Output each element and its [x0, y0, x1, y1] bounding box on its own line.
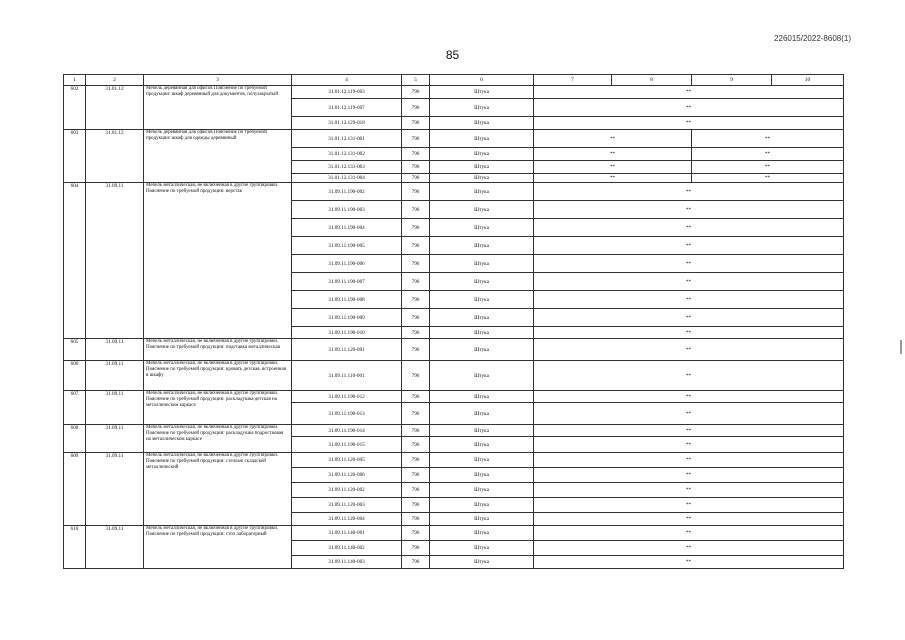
unit-name: Штука [430, 174, 534, 183]
unit-name: Штука [430, 273, 534, 291]
product-name: Мебель металлическая, не включенная в другие группировки. Пояснение по требуемой продукции: верстак [144, 183, 292, 339]
value-cell: ** [534, 498, 844, 513]
product-name: Мебель металлическая, не включенная в другие группировки. Пояснение по требуемой продукции: раскладушка детская на металлическом каркасе [144, 391, 292, 425]
unit-name: Штука [430, 483, 534, 498]
value-cell: ** [692, 161, 844, 174]
value-cell: ** [534, 327, 844, 339]
value-cell: ** [692, 130, 844, 148]
unit-name: Штука [430, 148, 534, 161]
product-name: Мебель металлическая, не включенная в другие группировки. Пояснение по требуемой продукции: кровать детская, встроенная в шкафу [144, 361, 292, 391]
product-table [63, 74, 843, 569]
column-header: 7 [534, 75, 612, 86]
value-cell: ** [534, 391, 844, 403]
value-cell: ** [692, 148, 844, 161]
unit-name: Штука [430, 361, 534, 391]
unit-name: Штука [430, 526, 534, 541]
okei-code: 796 [402, 425, 430, 437]
header-row [64, 75, 844, 86]
table-row [64, 361, 844, 391]
unit-name: Штука [430, 541, 534, 556]
okei-code: 796 [402, 201, 430, 219]
okei-code: 796 [402, 161, 430, 174]
row-number: 610 [64, 526, 86, 569]
unit-name: Штука [430, 498, 534, 513]
ktru-code: 31.09.11.190-012 [292, 391, 402, 403]
okei-code: 796 [402, 541, 430, 556]
ktru-code: 31.01.12.129-018 [292, 117, 402, 130]
okei-code: 796 [402, 174, 430, 183]
ktru-code: 31.09.11.140-003 [292, 556, 402, 569]
unit-name: Штука [430, 161, 534, 174]
ktru-code: 31.01.12.131-001 [292, 130, 402, 148]
unit-name: Штука [430, 183, 534, 201]
okei-code: 796 [402, 403, 430, 425]
okpd2-class: 31.09.11 [86, 183, 144, 339]
table-row [64, 453, 844, 468]
value-cell: ** [534, 453, 844, 468]
ktru-code: 31.09.11.120-003 [292, 498, 402, 513]
value-cell: ** [534, 161, 692, 174]
okei-code: 796 [402, 526, 430, 541]
okpd2-class: 31.01.12 [86, 130, 144, 183]
ktru-code: 31.09.11.110-001 [292, 361, 402, 391]
column-header: 9 [692, 75, 772, 86]
table-row [64, 391, 844, 403]
product-name: Мебель металлическая, не включенная в другие группировки. Пояснение по требуемой продукции: раскладушка подростковая на металлическом каркасе [144, 425, 292, 453]
value-cell: ** [534, 361, 844, 391]
unit-name: Штука [430, 309, 534, 327]
value-cell: ** [534, 468, 844, 483]
unit-name: Штука [430, 403, 534, 425]
ktru-code: 31.09.11.190-008 [292, 291, 402, 309]
table-row [64, 339, 844, 361]
okei-code: 796 [402, 339, 430, 361]
ktru-code: 31.09.11.190-014 [292, 425, 402, 437]
okei-code: 796 [402, 117, 430, 130]
okei-code: 796 [402, 327, 430, 339]
ktru-code: 31.09.11.120-002 [292, 483, 402, 498]
column-header: 5 [402, 75, 430, 86]
value-cell: ** [534, 174, 692, 183]
unit-name: Штука [430, 556, 534, 569]
okei-code: 796 [402, 498, 430, 513]
ktru-code: 31.01.12.131-004 [292, 174, 402, 183]
okpd2-class: 31.09.11 [86, 391, 144, 425]
product-name: Мебель металлическая, не включенная в другие группировки. Пояснение по требуемой продукции: подставка металлическая [144, 339, 292, 361]
okpd2-class: 31.09.11 [86, 361, 144, 391]
okei-code: 796 [402, 468, 430, 483]
okei-code: 796 [402, 391, 430, 403]
product-name: Мебель деревянная для офисов Пояснение по требуемой продукции: шкаф для одежды деревянный [144, 130, 292, 183]
value-cell: ** [534, 99, 844, 117]
row-number: 603 [64, 130, 86, 183]
row-number: 605 [64, 339, 86, 361]
ktru-code: 31.09.11.120-006 [292, 468, 402, 483]
row-number: 608 [64, 425, 86, 453]
value-cell: ** [534, 219, 844, 237]
okei-code: 796 [402, 273, 430, 291]
ktru-code: 31.09.11.190-005 [292, 237, 402, 255]
ktru-code: 31.09.11.190-004 [292, 219, 402, 237]
okei-code: 796 [402, 219, 430, 237]
okei-code: 796 [402, 86, 430, 99]
okei-code: 796 [402, 437, 430, 453]
column-header: 10 [772, 75, 844, 86]
column-header: 4 [292, 75, 402, 86]
okei-code: 796 [402, 513, 430, 526]
okpd2-class: 31.09.11 [86, 339, 144, 361]
table-row [64, 425, 844, 437]
unit-name: Штука [430, 237, 534, 255]
ktru-code: 31.01.12.131-002 [292, 148, 402, 161]
okei-code: 796 [402, 99, 430, 117]
ktru-code: 31.09.11.190-006 [292, 255, 402, 273]
row-number: 604 [64, 183, 86, 339]
okpd2-class: 31.09.11 [86, 453, 144, 526]
product-name: Мебель металлическая, не включенная в другие группировки. Пояснение по требуемой продукции: стеллаж складской металлический [144, 453, 292, 526]
unit-name: Штука [430, 130, 534, 148]
document-id: 226015/2022-8608(1) [774, 34, 851, 43]
value-cell: ** [534, 183, 844, 201]
value-cell: ** [534, 541, 844, 556]
ktru-code: 31.09.11.190-009 [292, 309, 402, 327]
page-number: 85 [445, 48, 460, 62]
ktru-code: 31.01.12.119-003 [292, 86, 402, 99]
value-cell: ** [534, 403, 844, 425]
unit-name: Штука [430, 201, 534, 219]
ktru-code: 31.09.11.190-013 [292, 403, 402, 425]
ktru-code: 31.09.11.190-010 [292, 327, 402, 339]
ktru-code: 31.09.11.190-015 [292, 437, 402, 453]
table-row [64, 130, 844, 148]
column-header: 1 [64, 75, 86, 86]
column-header: 2 [86, 75, 144, 86]
unit-name: Штука [430, 99, 534, 117]
column-header: 8 [612, 75, 692, 86]
ktru-code: 31.09.11.190-003 [292, 201, 402, 219]
value-cell: ** [534, 148, 692, 161]
value-cell: ** [692, 174, 844, 183]
unit-name: Штука [430, 437, 534, 453]
row-number: 609 [64, 453, 86, 526]
value-cell: ** [534, 237, 844, 255]
table-row [64, 526, 844, 541]
value-cell: ** [534, 309, 844, 327]
okei-code: 796 [402, 291, 430, 309]
okei-code: 796 [402, 237, 430, 255]
column-header: 3 [144, 75, 292, 86]
scan-margin-mark [900, 340, 902, 354]
ktru-code: 31.01.12.131-003 [292, 161, 402, 174]
unit-name: Штука [430, 391, 534, 403]
ktru-code: 31.01.12.119-007 [292, 99, 402, 117]
value-cell: ** [534, 130, 692, 148]
okei-code: 796 [402, 309, 430, 327]
okei-code: 796 [402, 361, 430, 391]
unit-name: Штука [430, 453, 534, 468]
value-cell: ** [534, 437, 844, 453]
value-cell: ** [534, 339, 844, 361]
unit-name: Штука [430, 327, 534, 339]
product-name: Мебель деревянная для офисов Пояснение по требуемой продукции: шкаф деревянный для документов, полузакрытый [144, 86, 292, 130]
ktru-code: 31.09.11.190-002 [292, 183, 402, 201]
unit-name: Штука [430, 291, 534, 309]
value-cell: ** [534, 117, 844, 130]
table-row [64, 183, 844, 201]
value-cell: ** [534, 255, 844, 273]
row-number: 606 [64, 361, 86, 391]
okei-code: 796 [402, 148, 430, 161]
unit-name: Штука [430, 339, 534, 361]
ktru-code: 31.09.11.140-002 [292, 541, 402, 556]
okei-code: 796 [402, 483, 430, 498]
okpd2-class: 31.01.12 [86, 86, 144, 130]
value-cell: ** [534, 556, 844, 569]
ktru-code: 31.09.11.120-005 [292, 453, 402, 468]
value-cell: ** [534, 513, 844, 526]
row-number: 607 [64, 391, 86, 425]
okei-code: 796 [402, 130, 430, 148]
unit-name: Штука [430, 425, 534, 437]
table-row [64, 86, 844, 99]
value-cell: ** [534, 526, 844, 541]
ktru-code: 31.09.11.120-004 [292, 513, 402, 526]
table-body [64, 86, 844, 569]
okpd2-class: 31.09.11 [86, 526, 144, 569]
unit-name: Штука [430, 513, 534, 526]
okei-code: 796 [402, 255, 430, 273]
unit-name: Штука [430, 86, 534, 99]
value-cell: ** [534, 86, 844, 99]
ktru-code: 31.09.11.120-001 [292, 339, 402, 361]
okei-code: 796 [402, 453, 430, 468]
ktru-code: 31.09.11.190-007 [292, 273, 402, 291]
unit-name: Штука [430, 219, 534, 237]
value-cell: ** [534, 291, 844, 309]
value-cell: ** [534, 425, 844, 437]
product-name: Мебель металлическая, не включенная в другие группировки. Пояснение по требуемой продукции: стол лабораторный [144, 526, 292, 569]
column-header: 6 [430, 75, 534, 86]
unit-name: Штука [430, 468, 534, 483]
value-cell: ** [534, 273, 844, 291]
row-number: 602 [64, 86, 86, 130]
ktru-code: 31.09.11.140-001 [292, 526, 402, 541]
okpd2-class: 31.09.11 [86, 425, 144, 453]
okei-code: 796 [402, 183, 430, 201]
value-cell: ** [534, 201, 844, 219]
unit-name: Штука [430, 117, 534, 130]
value-cell: ** [534, 483, 844, 498]
okei-code: 796 [402, 556, 430, 569]
unit-name: Штука [430, 255, 534, 273]
